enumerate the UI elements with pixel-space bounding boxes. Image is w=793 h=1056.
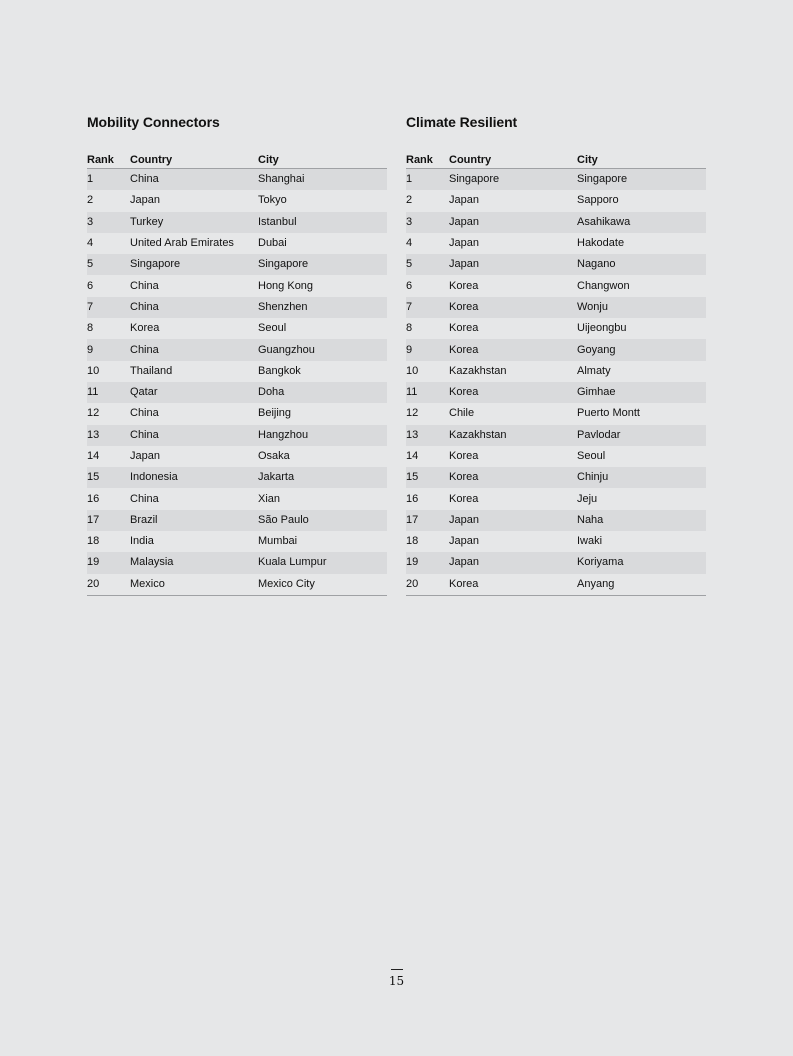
rank-cell: 4: [87, 237, 94, 250]
table-row: [87, 233, 387, 254]
city-cell: Hangzhou: [258, 425, 387, 446]
rank-cell: 9: [87, 339, 130, 360]
rank-cell: 13: [87, 425, 130, 446]
rank-cell: 1: [406, 169, 449, 191]
country-cell: Qatar: [130, 382, 258, 403]
table-row: [406, 190, 706, 211]
city-cell: Goyang: [577, 339, 706, 360]
country-cell: Korea: [449, 279, 479, 292]
table-row: [406, 297, 706, 318]
table-row: [87, 382, 387, 403]
city-cell: Changwon: [577, 279, 630, 292]
city-cell: Almaty: [577, 364, 611, 377]
table-row: [87, 467, 387, 488]
table-row: [406, 382, 706, 403]
table-row: [87, 297, 387, 318]
table-row: [406, 361, 706, 382]
table-row: [87, 339, 387, 360]
city-cell: Pavlodar: [577, 425, 706, 446]
city-cell: Beijing: [258, 407, 292, 420]
rank-cell: 2: [406, 194, 413, 207]
city-cell: Asahikawa: [577, 212, 706, 233]
country-cell: Japan: [449, 194, 479, 207]
country-cell: Mexico: [130, 574, 258, 596]
rank-cell: 6: [406, 279, 413, 292]
table-row: [406, 339, 706, 360]
rank-cell: 11: [87, 382, 130, 403]
table-row: [406, 212, 706, 233]
city-cell: Wonju: [577, 297, 706, 318]
table-row: [406, 488, 706, 509]
rank-cell: 5: [87, 254, 130, 275]
table-row: [406, 531, 706, 552]
city-cell: Mexico City: [258, 574, 387, 596]
city-cell: Sapporo: [577, 194, 619, 207]
country-cell: China: [130, 279, 159, 292]
city-cell: Anyang: [577, 574, 706, 596]
rank-cell: 16: [87, 492, 100, 505]
city-cell: Nagano: [577, 254, 706, 275]
country-cell: Japan: [130, 194, 160, 207]
rank-cell: 8: [406, 322, 413, 335]
table-row: [406, 574, 706, 596]
climate-resilient-title: Climate Resilient: [406, 114, 518, 130]
rank-cell: 19: [406, 552, 449, 573]
rank-header: Rank: [406, 153, 449, 169]
country-cell: Korea: [449, 492, 479, 505]
mobility-connectors-title: Mobility Connectors: [87, 114, 220, 130]
rank-cell: 6: [87, 279, 94, 292]
table-row: [406, 446, 706, 467]
city-cell: Shenzhen: [258, 297, 387, 318]
country-cell: China: [130, 425, 258, 446]
rank-cell: 17: [406, 510, 449, 531]
table-row: [87, 552, 387, 573]
rank-cell: 15: [87, 467, 130, 488]
table-row: [406, 318, 706, 339]
table-row: [406, 254, 706, 275]
climate-resilient-table: [406, 153, 706, 596]
country-cell: China: [130, 339, 258, 360]
rank-cell: 20: [406, 574, 449, 596]
country-cell: Japan: [449, 237, 479, 250]
country-cell: Singapore: [130, 254, 258, 275]
table-row: [406, 169, 706, 191]
rank-cell: 10: [87, 364, 100, 377]
country-cell: Japan: [130, 450, 160, 462]
table-header-row: [406, 153, 706, 169]
table-row: [87, 425, 387, 446]
country-cell: China: [130, 492, 159, 505]
page-number-rule: [391, 969, 403, 970]
rank-cell: 12: [406, 407, 419, 420]
rank-cell: 9: [406, 339, 449, 360]
city-cell: São Paulo: [258, 510, 387, 531]
city-cell: Seoul: [577, 450, 606, 462]
country-cell: Korea: [449, 322, 479, 335]
table-row: [87, 190, 387, 211]
rank-cell: 7: [406, 297, 449, 318]
table-row: [87, 254, 387, 275]
table-row: [87, 531, 387, 552]
table-row: [87, 510, 387, 531]
rank-cell: 5: [406, 254, 449, 275]
rank-cell: 12: [87, 407, 100, 420]
climate-resilient-section: [406, 114, 706, 596]
city-cell: Uijeongbu: [577, 322, 627, 335]
country-cell: Korea: [449, 467, 577, 488]
city-cell: Osaka: [258, 450, 290, 462]
table-row: [87, 318, 387, 339]
city-cell: Istanbul: [258, 212, 387, 233]
city-cell: Singapore: [577, 169, 706, 191]
rank-cell: 14: [87, 450, 100, 462]
city-cell: Seoul: [258, 322, 287, 335]
country-cell: Korea: [449, 382, 577, 403]
rank-cell: 7: [87, 297, 130, 318]
city-header: City: [258, 153, 387, 169]
rank-cell: 8: [87, 322, 94, 335]
table-row: [406, 403, 706, 424]
rank-cell: 11: [406, 382, 449, 403]
country-cell: Kazakhstan: [449, 364, 507, 377]
table-row: [87, 403, 387, 424]
country-cell: Thailand: [130, 364, 173, 377]
country-cell: India: [130, 535, 154, 548]
country-cell: Japan: [449, 535, 479, 548]
city-cell: Naha: [577, 510, 706, 531]
table-row: [87, 574, 387, 596]
city-cell: Gimhae: [577, 382, 706, 403]
country-cell: Singapore: [449, 169, 577, 191]
rank-cell: 18: [87, 535, 100, 548]
country-cell: Korea: [449, 574, 577, 596]
table-row: [406, 425, 706, 446]
rank-cell: 14: [406, 450, 419, 462]
country-cell: United Arab Emirates: [130, 237, 234, 250]
country-cell: Brazil: [130, 510, 258, 531]
table-row: [406, 552, 706, 573]
city-cell: Jeju: [577, 492, 598, 505]
table-row: [87, 488, 387, 509]
rank-cell: 20: [87, 574, 130, 596]
city-cell: Chinju: [577, 467, 706, 488]
country-cell: Malaysia: [130, 552, 258, 573]
city-cell: Hong Kong: [258, 279, 314, 292]
city-cell: Hakodate: [577, 237, 625, 250]
country-cell: China: [130, 407, 159, 420]
country-cell: Japan: [449, 552, 577, 573]
rank-cell: 18: [406, 535, 419, 548]
rank-cell: 3: [87, 212, 130, 233]
city-cell: Xian: [258, 492, 281, 505]
country-cell: Indonesia: [130, 467, 258, 488]
mobility-connectors-section: [87, 114, 387, 596]
city-cell: Iwaki: [577, 535, 603, 548]
city-cell: Puerto Montt: [577, 407, 640, 420]
city-cell: Tokyo: [258, 194, 287, 207]
table-row: [87, 275, 387, 296]
country-cell: Korea: [130, 322, 160, 335]
rank-cell: 2: [87, 194, 94, 207]
table-row: [406, 275, 706, 296]
city-cell: Jakarta: [258, 467, 387, 488]
country-cell: Chile: [449, 407, 475, 420]
rank-cell: 3: [406, 212, 449, 233]
city-header: City: [577, 153, 706, 169]
country-cell: Korea: [449, 339, 577, 360]
rank-cell: 1: [87, 169, 130, 191]
page-footer: [0, 969, 793, 988]
page-number: 15: [388, 974, 405, 988]
city-cell: Doha: [258, 382, 387, 403]
country-cell: Kazakhstan: [449, 425, 577, 446]
rank-cell: 10: [406, 364, 419, 377]
rank-cell: 16: [406, 492, 419, 505]
country-cell: China: [130, 169, 258, 191]
city-cell: Singapore: [258, 254, 387, 275]
country-cell: Korea: [449, 297, 577, 318]
country-cell: Japan: [449, 510, 577, 531]
rank-cell: 15: [406, 467, 449, 488]
country-cell: Japan: [449, 212, 577, 233]
table-row: [406, 510, 706, 531]
city-cell: Dubai: [258, 237, 287, 250]
table-row: [406, 467, 706, 488]
country-cell: Korea: [449, 450, 479, 462]
rank-cell: 13: [406, 425, 449, 446]
country-cell: Japan: [449, 254, 577, 275]
city-cell: Kuala Lumpur: [258, 552, 387, 573]
mobility-connectors-table: [87, 153, 387, 596]
city-cell: Mumbai: [258, 535, 298, 548]
table-row: [87, 361, 387, 382]
rank-cell: 4: [406, 237, 413, 250]
city-cell: Bangkok: [258, 364, 301, 377]
country-header: Country: [449, 153, 577, 169]
rank-header: Rank: [87, 153, 130, 169]
country-cell: Turkey: [130, 212, 258, 233]
country-cell: China: [130, 297, 258, 318]
table-row: [87, 169, 387, 191]
rank-cell: 17: [87, 510, 130, 531]
city-cell: Koriyama: [577, 552, 706, 573]
table-row: [87, 212, 387, 233]
table-row: [406, 233, 706, 254]
city-cell: Guangzhou: [258, 339, 387, 360]
city-cell: Shanghai: [258, 169, 387, 191]
table-row: [87, 446, 387, 467]
table-header-row: [87, 153, 387, 169]
country-header: Country: [130, 153, 258, 169]
rank-cell: 19: [87, 552, 130, 573]
